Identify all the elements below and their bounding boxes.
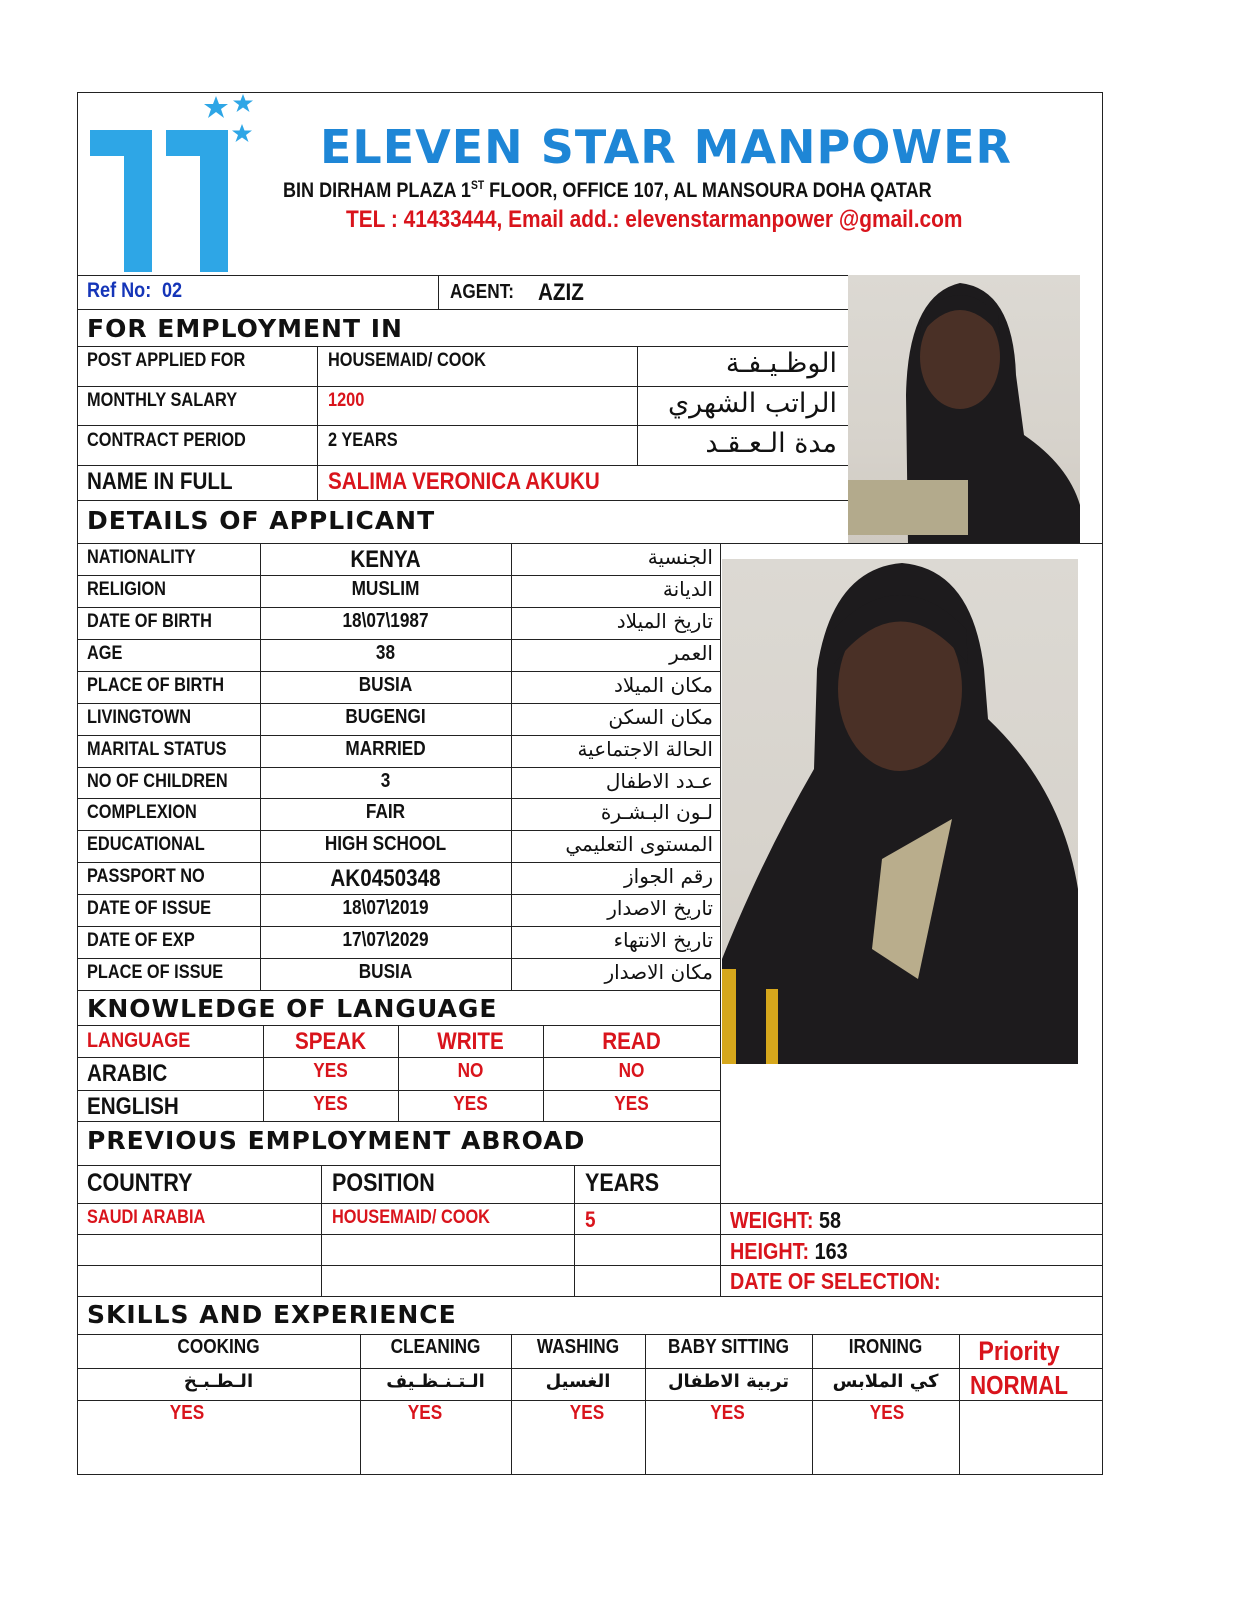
write-col-header: WRITE (437, 1028, 504, 1055)
detail-arabic: العمر (669, 640, 713, 665)
height-field (730, 1238, 848, 1264)
post-applied-arabic: الوظـيـفـة (725, 348, 837, 379)
detail-label: DATE OF EXP (87, 930, 195, 952)
detail-row-divider (77, 671, 721, 672)
skill-baby-sitting-arabic: تربية الاطفال (667, 1371, 790, 1392)
detail-arabic: الحالة الاجتماعية (577, 736, 713, 761)
contract-period-arabic: مدة الـعـقـد (705, 428, 837, 459)
skill-cleaning-label: CLEANING (390, 1336, 481, 1358)
detail-label: DATE OF ISSUE (87, 898, 212, 920)
full-name-label: NAME IN FULL (87, 468, 233, 495)
skill-cooking-value: YES (169, 1402, 205, 1424)
detail-value: 18\07\2019 (342, 897, 429, 920)
detail-arabic: الديانة (662, 576, 713, 601)
detail-value: BUSIA (358, 961, 413, 984)
applicant-full-portrait-icon (722, 559, 1078, 1064)
detail-value: 18\07\1987 (342, 609, 429, 632)
detail-arabic: مكان السكن (608, 704, 713, 729)
arabic-speak: YES (313, 1060, 348, 1082)
contract-period-value: 2 YEARS (328, 430, 398, 451)
detail-value: FAIR (365, 801, 406, 824)
detail-value: BUSIA (358, 673, 413, 696)
agent-label: AGENT: (450, 281, 515, 303)
detail-label: COMPLEXION (87, 802, 197, 824)
monthly-salary-value: 1200 (328, 390, 365, 411)
skill-baby-sitting-value: YES (710, 1402, 745, 1424)
employment-heading: FOR EMPLOYMENT IN (87, 314, 403, 343)
detail-arabic: تاريخ الميلاد (616, 608, 713, 633)
detail-value: 3 (380, 769, 391, 792)
speak-col-header: SPEAK (294, 1028, 367, 1055)
detail-row-divider (77, 926, 721, 927)
detail-row-divider (77, 735, 721, 736)
skill-ironing-label: IRONING (848, 1336, 923, 1358)
applicant-photo-small (848, 275, 1080, 543)
detail-row-divider (77, 767, 721, 768)
detail-arabic: عـدد الاطفال (605, 768, 713, 793)
priority-label: Priority (978, 1336, 1060, 1366)
address-superscript: ST (470, 178, 485, 192)
ref-label: Ref No: (87, 279, 152, 302)
detail-value: AK0450348 (330, 865, 441, 893)
detail-row-divider (77, 639, 721, 640)
skill-washing-label: WASHING (536, 1336, 620, 1358)
arabic-read: NO (618, 1060, 645, 1082)
detail-arabic: المستوى التعليمي (565, 832, 713, 857)
priority-value: NORMAL (969, 1370, 1069, 1400)
skill-washing-value: YES (569, 1402, 605, 1424)
detail-value: BUGENGI (345, 705, 426, 728)
company-logo (88, 92, 258, 274)
english-write: YES (453, 1093, 488, 1115)
monthly-salary-label: MONTHLY SALARY (87, 390, 238, 411)
skill-cooking-arabic: الـطـبـخ (183, 1371, 254, 1392)
detail-row-divider (77, 894, 721, 895)
detail-row-divider (77, 798, 721, 799)
detail-row-divider (77, 990, 721, 991)
detail-arabic: رقم الجواز (624, 864, 713, 889)
detail-value: HIGH SCHOOL (324, 833, 447, 856)
english-speak: YES (313, 1093, 348, 1115)
company-address (283, 178, 932, 206)
details-heading: DETAILS OF APPLICANT (87, 506, 436, 535)
previous-employment-heading: PREVIOUS EMPLOYMENT ABROAD (87, 1126, 586, 1155)
detail-label: PLACE OF ISSUE (87, 962, 224, 984)
previous-country: SAUDI ARABIA (87, 1207, 206, 1228)
detail-arabic: مكان الاصدار (604, 960, 713, 985)
language-heading: KNOWLEDGE OF LANGUAGE (87, 994, 498, 1023)
read-col-header: READ (602, 1028, 661, 1055)
contract-period-label: CONTRACT PERIOD (87, 430, 246, 451)
weight-field (730, 1207, 841, 1233)
detail-label: MARITAL STATUS (87, 738, 227, 760)
skill-cooking-label: COOKING (177, 1336, 260, 1358)
language-col-header: LANGUAGE (87, 1029, 191, 1052)
language-row-english: ENGLISH (87, 1093, 179, 1120)
detail-label: PLACE OF BIRTH (87, 674, 225, 696)
detail-row-divider (77, 607, 721, 608)
years-col-header: YEARS (585, 1169, 660, 1197)
post-applied-label: POST APPLIED FOR (87, 350, 246, 371)
skills-heading: SKILLS AND EXPERIENCE (87, 1300, 457, 1329)
skill-baby-sitting-label: BABY SITTING (667, 1336, 790, 1358)
detail-label: DATE OF BIRTH (87, 610, 212, 632)
company-contact[interactable]: TEL : 41433444, Email add.: elevenstarmanpower @gmail.com (346, 206, 963, 233)
detail-label: AGE (87, 642, 123, 664)
detail-arabic: تاريخ الاصدار (607, 896, 713, 921)
applicant-portrait-icon (848, 275, 1080, 543)
detail-value: 17\07\2029 (342, 929, 429, 952)
detail-arabic: الجنسية (647, 545, 713, 569)
arabic-write: NO (457, 1060, 484, 1082)
country-col-header: COUNTRY (87, 1169, 193, 1197)
position-col-header: POSITION (332, 1169, 435, 1197)
detail-value: KENYA (350, 546, 421, 573)
applicant-photo-large (722, 559, 1078, 1064)
detail-row-divider (77, 958, 721, 959)
previous-position: HOUSEMAID/ COOK (332, 1207, 490, 1228)
detail-label: PASSPORT NO (87, 866, 205, 888)
detail-value: MARRIED (345, 737, 426, 760)
detail-row-divider (77, 575, 721, 576)
logo-eleven-stars-icon (88, 92, 258, 274)
detail-value: 38 (375, 641, 396, 664)
address-part-2: FLOOR, OFFICE 107, AL MANSOURA DOHA QATAR (484, 179, 932, 202)
english-read: YES (614, 1093, 649, 1115)
full-name-value: SALIMA VERONICA AKUKU (328, 468, 600, 495)
detail-arabic: مكان الميلاد (614, 672, 713, 697)
address-part-1: BIN DIRHAM PLAZA 1 (283, 179, 471, 202)
detail-arabic: لـون البـشـرة (600, 800, 713, 825)
skill-ironing-arabic: كي الملابس (832, 1371, 939, 1392)
height-value: 163 (814, 1238, 848, 1264)
detail-label: NO OF CHILDREN (87, 770, 228, 792)
detail-row-divider (77, 830, 721, 831)
monthly-salary-arabic: الراتب الشهري (667, 388, 837, 419)
previous-years: 5 (585, 1207, 596, 1232)
detail-label: RELIGION (87, 578, 166, 600)
date-of-selection-label: DATE OF SELECTION: (730, 1268, 941, 1294)
detail-row-divider (77, 862, 721, 863)
skill-washing-arabic: الغسيل (545, 1371, 611, 1392)
agent-value: AZIZ (538, 279, 584, 306)
skill-ironing-value: YES (869, 1402, 905, 1424)
height-label: HEIGHT: (730, 1238, 810, 1264)
weight-label: WEIGHT: (730, 1207, 814, 1233)
post-applied-value: HOUSEMAID/ COOK (328, 350, 486, 371)
skill-cleaning-value: YES (407, 1402, 443, 1424)
detail-label: EDUCATIONAL (87, 834, 205, 856)
detail-value: MUSLIM (351, 577, 420, 600)
language-row-arabic: ARABIC (87, 1060, 168, 1087)
detail-label: LIVINGTOWN (87, 706, 192, 728)
detail-arabic: تاريخ الانتهاء (613, 928, 713, 953)
ref-value: 02 (162, 279, 183, 302)
detail-label: NATIONALITY (87, 547, 196, 568)
skill-cleaning-arabic: الـتـنـظـيف (386, 1371, 485, 1392)
weight-value: 58 (819, 1207, 842, 1233)
detail-row-divider (77, 703, 721, 704)
company-name: ELEVEN STAR MANPOWER (320, 120, 1012, 174)
